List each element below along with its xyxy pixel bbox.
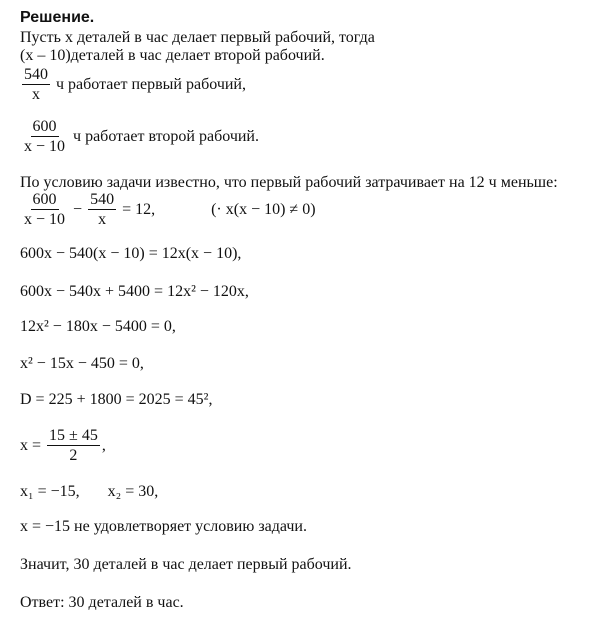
roots-values [20,483,158,501]
intro-line-2: (x – 10)деталей в час делает второй рабочий. [20,47,325,64]
denominator: 2 [69,447,78,464]
time-second-worker [20,118,259,155]
numerator: 15 ± 45 [49,427,98,444]
main-equation [20,191,316,228]
roots-tail: , [101,436,106,454]
reject-root: x = −15 не удовлетворяет условию задачи. [20,518,307,535]
equation-note: (· x(x − 10) ≠ 0) [211,200,316,218]
root-x1: x₁ = −15, [20,483,80,500]
roots-formula [20,427,106,464]
denominator: x [32,86,40,103]
conclusion: Значит, 30 деталей в час делает первый рабочий. [20,556,352,573]
numerator: 540 [90,191,115,208]
fraction [22,66,50,103]
time-text: ч работает второй рабочий. [73,127,259,145]
time-text: ч работает первый рабочий, [56,75,246,93]
fraction [22,191,67,228]
solution-title: Решение. [20,9,95,26]
step-3: 12x² − 180x − 5400 = 0, [20,318,176,335]
roots-lhs: x = [20,436,42,454]
numerator: 540 [24,66,48,83]
fraction [88,191,116,228]
intro-line-1: Пусть x деталей в час делает первый рабочий, тогда [20,29,375,46]
denominator: x − 10 [24,138,66,155]
answer: Ответ: 30 деталей в час. [20,594,184,611]
numerator: 600 [32,191,57,208]
step-1: 600x − 540(x − 10) = 12x(x − 10), [20,245,242,262]
root-x2: x₂ = 30, [107,483,159,500]
numerator: 600 [32,118,57,135]
condition-text: По условию задачи известно, что первый рабочий затрачивает на 12 ч меньше: [20,174,558,191]
equation-rhs: = 12, [122,200,156,218]
fraction [47,427,100,464]
step-4: x² − 15x − 450 = 0, [20,355,144,372]
fraction [22,118,67,155]
denominator: x − 10 [24,211,66,228]
step-2: 600x − 540x + 5400 = 12x² − 120x, [20,283,249,300]
denominator: x [98,211,107,228]
step-5: D = 225 + 1800 = 2025 = 45², [20,391,213,408]
minus-sign: − [73,200,83,218]
time-first-worker [20,66,246,103]
